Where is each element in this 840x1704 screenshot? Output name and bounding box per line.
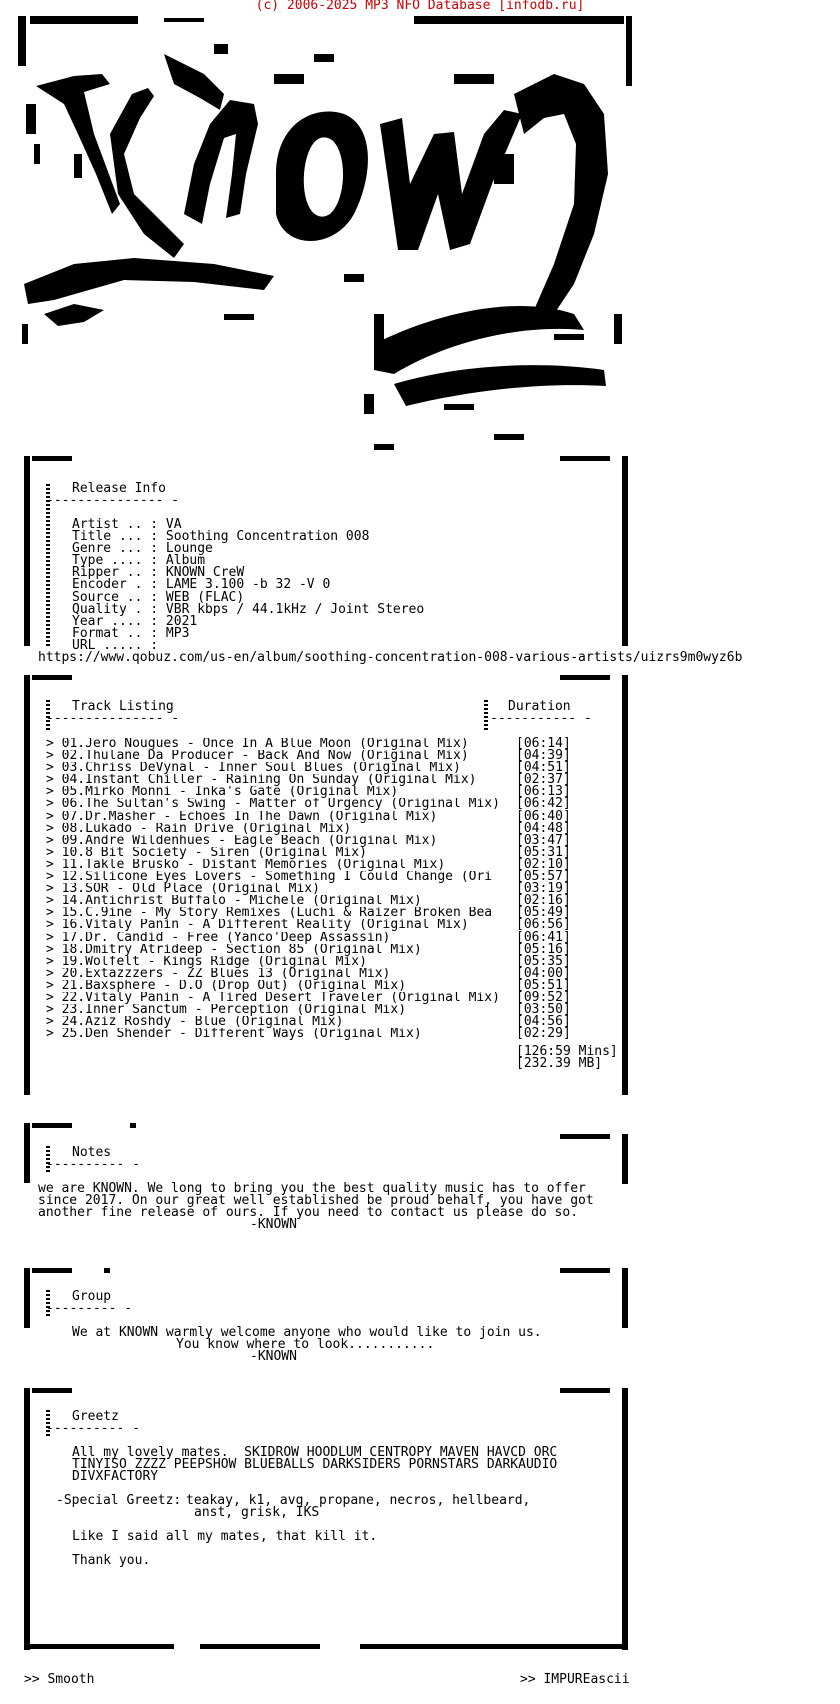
track-duration: [03:47] xyxy=(516,832,571,848)
track-title: > 09.Andre Wildenhues - Eagle Beach (Original Mix) xyxy=(46,834,438,847)
special-greetz-label: -Special Greetz: xyxy=(56,1493,182,1508)
track-title: > 14.Antichrist Buffalo - Michele (Original Mix) xyxy=(46,895,422,908)
track-duration: [04:51] xyxy=(516,760,571,776)
release-info-field: Source .. : WEB (FLAC) xyxy=(72,589,245,605)
track-title: > 03.Chriss DeVynal - Inner Soul Blues (Original Mix) xyxy=(46,762,461,775)
track-title: > 22.Vitaly Panin - A Tired Desert Traveler (Original Mix) xyxy=(46,991,500,1005)
greetz-closing-2: Thank you. xyxy=(72,1553,151,1568)
track-title: > 24.Aziz Roshdy - Blue (Original Mix) xyxy=(46,1016,344,1029)
track-title: > 25.Den Shender - Different Ways (Original Mix) xyxy=(46,1028,422,1041)
track-duration: [05:57] xyxy=(516,869,571,885)
release-info-field: Ripper .. : KNOWN CreW xyxy=(72,565,245,581)
track-title: > 20.Extazzzers - ZZ Blues 13 (Original Mix) xyxy=(46,967,391,980)
release-info-rule: --------------- - xyxy=(46,493,180,508)
notes-heading: Notes xyxy=(72,1145,112,1160)
track-duration: [09:52] xyxy=(516,989,571,1005)
greetz-groups xyxy=(72,1447,557,1483)
notes-signature: -KNOWN xyxy=(250,1217,297,1232)
greetz-line: TINYISO ZZZZ PEEPSHOW BLUEBALLS DARKSIDERS PORNSTARS DARKAUDIO xyxy=(72,1457,558,1473)
track-list xyxy=(46,738,626,1040)
footer-impureascii: >> IMPUREascii xyxy=(520,1672,630,1687)
track-title: > 23.Inner Sanctum - Perception (Original Mix) xyxy=(46,1004,407,1017)
track-listing-rule: --------------- - xyxy=(46,711,180,726)
track-title: > 16.Vitaly Panin - A Different Reality (Original Mix) xyxy=(46,919,469,932)
credit-line: (c) 2006-2025 MP3 NFO Database [infodb.ru] xyxy=(255,0,585,13)
track-duration: [03:50] xyxy=(516,1002,571,1018)
special-greetz-line-1: teakay, k1, avg, propane, necros, hellbeard, xyxy=(186,1493,531,1508)
track-duration: [05:49] xyxy=(516,905,571,921)
track-duration: [02:29] xyxy=(516,1026,571,1042)
track-duration: [02:37] xyxy=(516,772,571,788)
release-info-field: Artist .. : VA xyxy=(72,517,182,532)
notes-line: we are KNOWN. We long to bring you the best quality music has to offer xyxy=(38,1181,586,1196)
track-duration: [05:51] xyxy=(516,977,571,993)
track-duration: [05:16] xyxy=(516,941,571,957)
track-duration: [06:41] xyxy=(516,929,571,945)
track-duration: [05:31] xyxy=(516,844,571,860)
track-title: > 04.Instant Chiller - Raining On Sunday (Original Mix) xyxy=(46,774,477,787)
special-greetz-line-2: anst, grisk, IKS xyxy=(194,1505,320,1520)
greetz-heading: Greetz xyxy=(72,1409,119,1424)
track-title: > 17.Dr. Candid - Free (Yanco'Deep Assassin) xyxy=(46,931,391,944)
release-info-field: Quality . : VBR kbps / 44.1kHz / Joint Stereo xyxy=(72,601,425,617)
svg-text:sM: sM xyxy=(544,81,559,95)
track-duration: [03:19] xyxy=(516,881,571,897)
track-duration: [06:14] xyxy=(516,736,571,751)
release-info-fields xyxy=(72,519,424,652)
track-title: > 11.Takle Brusko - Distant Memories (Original Mix) xyxy=(46,858,446,872)
track-duration: [06:13] xyxy=(516,784,571,800)
release-url-link[interactable]: https://www.qobuz.com/us-en/album/soothing-concentration-008-various-artists/uizrs9m0wyz6b xyxy=(38,650,743,665)
greetz-line: All my lovely mates. SKIDROW HOODLUM CENTROPY MAVEN HAVCD ORC xyxy=(72,1445,558,1460)
track-duration: [04:56] xyxy=(516,1014,571,1030)
footer-smooth: >> Smooth xyxy=(24,1672,95,1687)
duration-rule: ----------- - xyxy=(490,711,592,726)
group-line-2: You know where to look........... xyxy=(176,1337,435,1352)
release-info-field: Genre ... : Lounge xyxy=(72,541,213,557)
track-title: > 07.Dr.Masher - Echoes In The Dawn (Original Mix) xyxy=(46,810,438,823)
track-duration: [06:40] xyxy=(516,808,571,824)
track-title: > 12.Silicone Eyes Lovers - Something I Could Change (Ori xyxy=(46,871,493,884)
duration-heading: Duration xyxy=(508,699,571,714)
track-title: > 21.Baxsphere - D.O (Drop Out) (Original Mix) xyxy=(46,979,407,992)
track-duration: [02:10] xyxy=(516,856,571,872)
track-title: > 02.Thulane Da Producer - Back And Now (Original Mix) xyxy=(46,750,469,763)
track-duration: [05:35] xyxy=(516,953,571,969)
track-title: > 01.Jero Nougues - Once In A Blue Moon (Original Mix) xyxy=(46,738,469,751)
notes-text xyxy=(38,1183,594,1219)
release-info-field: Type .... : Album xyxy=(72,553,206,569)
track-duration: [04:39] xyxy=(516,748,571,764)
group-signature: -KNOWN xyxy=(250,1349,297,1364)
known-ascii-logo xyxy=(14,14,640,460)
notes-line: since 2017. On our great well established be proud behalf, you have got xyxy=(38,1193,594,1209)
release-info-field: URL ..... : xyxy=(72,637,159,653)
track-title: > 13.SOR - Old Place (Original Mix) xyxy=(46,883,320,896)
track-title: > 06.The Sultan's Swing - Matter of Urgency (Original Mix) xyxy=(46,798,500,811)
track-duration: [04:48] xyxy=(516,820,571,836)
track-listing-heading: Track Listing xyxy=(72,699,174,714)
release-info-field: Year .... : 2021 xyxy=(72,613,198,629)
track-title: > 19.Wolfelt - Kings Ridge (Original Mix) xyxy=(46,955,367,968)
total-time: [126:59 Mins] xyxy=(516,1044,618,1059)
track-duration: [06:42] xyxy=(516,796,571,812)
release-info-field: Encoder . : LAME 3.100 -b 32 -V 0 xyxy=(72,577,331,593)
notes-rule: ---------- - xyxy=(46,1157,140,1172)
track-title: > 05.Mirko Monni - Inka's Gate (Original Mix) xyxy=(46,786,399,799)
group-rule: --------- - xyxy=(46,1301,133,1316)
track-row xyxy=(46,1028,626,1040)
track-duration: [02:16] xyxy=(516,893,571,909)
greetz-rule: ---------- - xyxy=(46,1421,140,1436)
track-title: > 10.8 Bit Society - Siren (Original Mix) xyxy=(46,846,367,859)
track-title: > 08.Lukado - Rain Drive (Original Mix) xyxy=(46,822,352,835)
group-line-1: We at KNOWN warmly welcome anyone who would like to join us. xyxy=(72,1325,542,1340)
release-info-heading: Release Info xyxy=(72,481,166,496)
greetz-line: DIVXFACTORY xyxy=(72,1469,159,1485)
greetz-closing-1: Like I said all my mates, that kill it. xyxy=(72,1529,378,1544)
track-title: > 18.Dmitry Atrideep - Section 85 (Original Mix) xyxy=(46,943,422,956)
track-duration: [04:00] xyxy=(516,965,571,981)
group-heading: Group xyxy=(72,1289,112,1304)
track-duration: [06:56] xyxy=(516,917,571,933)
release-info-field: Title ... : Soothing Concentration 008 xyxy=(72,529,370,545)
total-size: [232.39 MB] xyxy=(516,1056,603,1071)
notes-line: another fine release of ours. If you need to contact us please do so. xyxy=(38,1205,579,1221)
track-title: > 15.C.9ine - My Story Remixes (Luchi & Raizer Broken Bea xyxy=(46,907,493,920)
release-info-field: Format .. : MP3 xyxy=(72,625,190,641)
